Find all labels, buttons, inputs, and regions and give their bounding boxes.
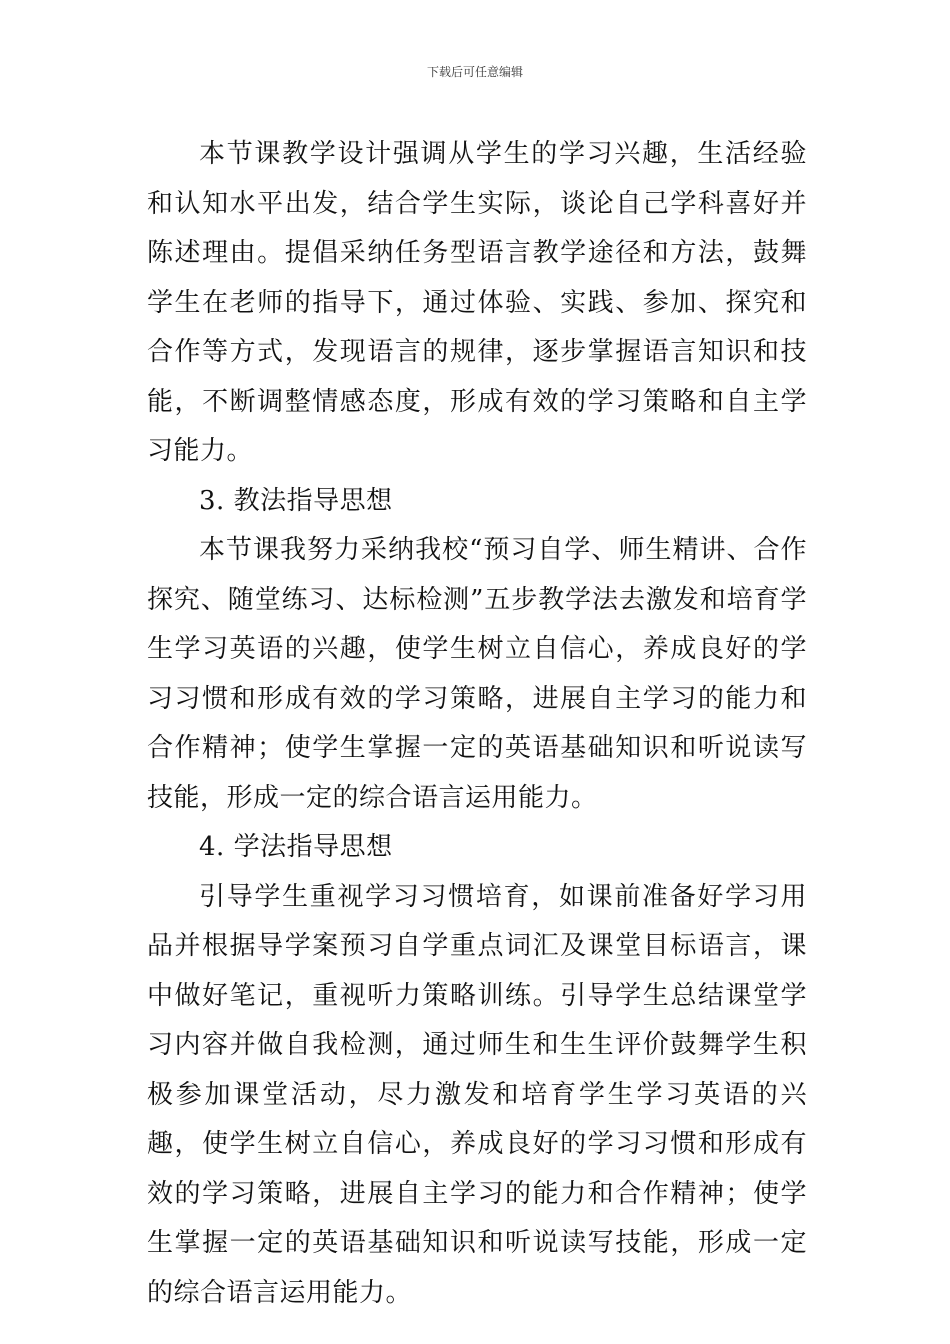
document-body [147,130,807,1318]
paragraph-teaching-design: 本节课教学设计强调从学生的学习兴趣，生活经验和认知水平出发，结合学生实际，谈论自己学科喜好并陈述理由。提倡采纳任务型语言教学途径和方法，鼓舞学生在老师的指导下，通过体验、实践、参加、探究和合作等方式，发现语言的规律，逐步掌握语言知识和技能，不断调整情感态度，形成有效的学习策略和自主学习能力。 [147,139,807,466]
heading-learning-method: 4. 学法指导思想 [199,832,393,862]
paragraph-learning-method: 引导学生重视学习习惯培育，如课前准备好学习用品并根据导学案预习自学重点词汇及课堂目标语言，课中做好笔记，重视听力策略训练。引导学生总结课堂学习内容并做自我检测，通过师生和生生评价鼓舞学生积极参加课堂活动，尽力激发和培育学生学习英语的兴趣，使学生树立自信心，养成良好的学习习惯和形成有效的学习策略，进展自主学习的能力和合作精神；使学生掌握一定的英语基础知识和听说读写技能，形成一定的综合语言运用能力。 [147,881,807,1308]
page-header: 下载后可任意编辑 [426,65,523,79]
heading-teaching-method: 3. 教法指导思想 [199,485,393,516]
paragraph-teaching-method: 本节课我努力采纳我校“预习自学、师生精讲、合作探究、随堂练习、达标检测”五步教学法去激发和培育学生学习英语的兴趣，使学生树立自信心，养成良好的学习习惯和形成有效的学习策略，进展自主学习的能力和合作精神；使学生掌握一定的英语基础知识和听说读写技能，形成一定的综合语言运用能力。 [147,535,807,813]
